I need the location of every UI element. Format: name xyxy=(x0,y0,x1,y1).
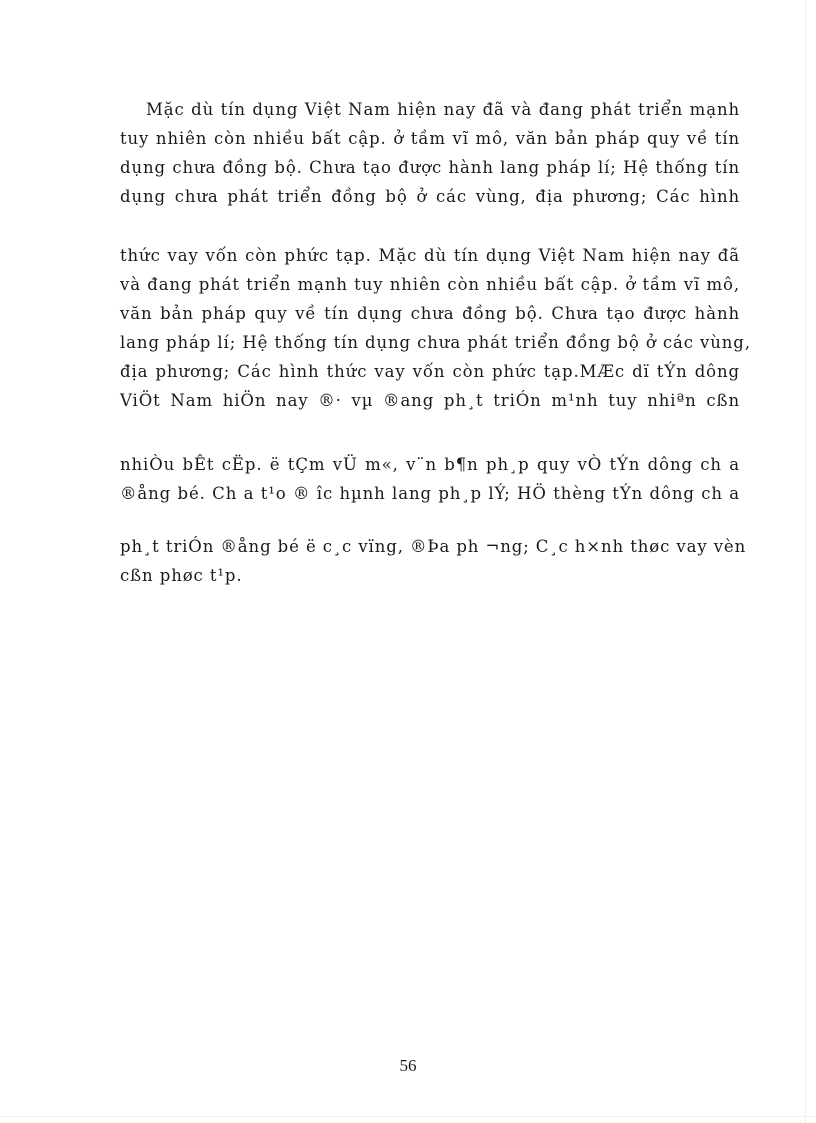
text-line: Mặc dù tín dụng Việt Nam hiện nay đã và đang phát triển mạnh xyxy=(146,100,740,119)
text-line: ViÖt Nam hiÖn nay ®· vµ ®ang ph¸t triÓn m¹nh tuy nhiªn cßn xyxy=(120,391,740,410)
page-number: 56 xyxy=(399,1056,417,1075)
text-line: và đang phát triển mạnh tuy nhiên còn nhiều bất cập. ở tầm vĩ mô, xyxy=(120,275,740,294)
text-line: ®ång bé. Ch a t¹o ® îc hµnh lang ph¸p lÝ; HÖ thèng tÝn dông ch a xyxy=(120,484,740,503)
text-line: nhiÒu bÊt cËp. ë tÇm vÜ m«, v¨n b¶n ph¸p quy vÒ tÝn dông ch a xyxy=(120,455,740,474)
text-line: địa phương; Các hình thức vay vốn còn phức tạp.MÆc dï tÝn dông xyxy=(120,362,740,381)
text-line: dụng chưa phát triển đồng bộ ở các vùng, địa phương; Các hình xyxy=(120,187,740,206)
text-line: cßn phøc t¹p. xyxy=(120,566,243,585)
text-line: văn bản pháp quy về tín dụng chưa đồng bộ. Chưa tạo được hành xyxy=(120,304,740,323)
page-edge-bottom xyxy=(0,1116,816,1117)
text-line: lang pháp lí; Hệ thống tín dụng chưa phát triển đồng bộ ở các vùng, xyxy=(120,333,751,352)
text-line: ph¸t triÓn ®ång bé ë c¸c vïng, ®Þa ph ¬ng; C¸c h×nh thøc vay vèn xyxy=(120,537,747,556)
paragraph-group-2 xyxy=(120,241,751,415)
paragraph-group-4 xyxy=(120,532,747,590)
paragraph-group-3 xyxy=(120,450,740,508)
text-line: thức vay vốn còn phức tạp. Mặc dù tín dụng Việt Nam hiện nay đã xyxy=(120,246,740,265)
page-edge-right xyxy=(805,0,806,1123)
paragraph-group-1 xyxy=(120,95,740,211)
text-line: tuy nhiên còn nhiều bất cập. ở tầm vĩ mô, văn bản pháp quy về tín xyxy=(120,129,740,148)
text-line: dụng chưa đồng bộ. Chưa tạo được hành lang pháp lí; Hệ thống tín xyxy=(120,158,740,177)
